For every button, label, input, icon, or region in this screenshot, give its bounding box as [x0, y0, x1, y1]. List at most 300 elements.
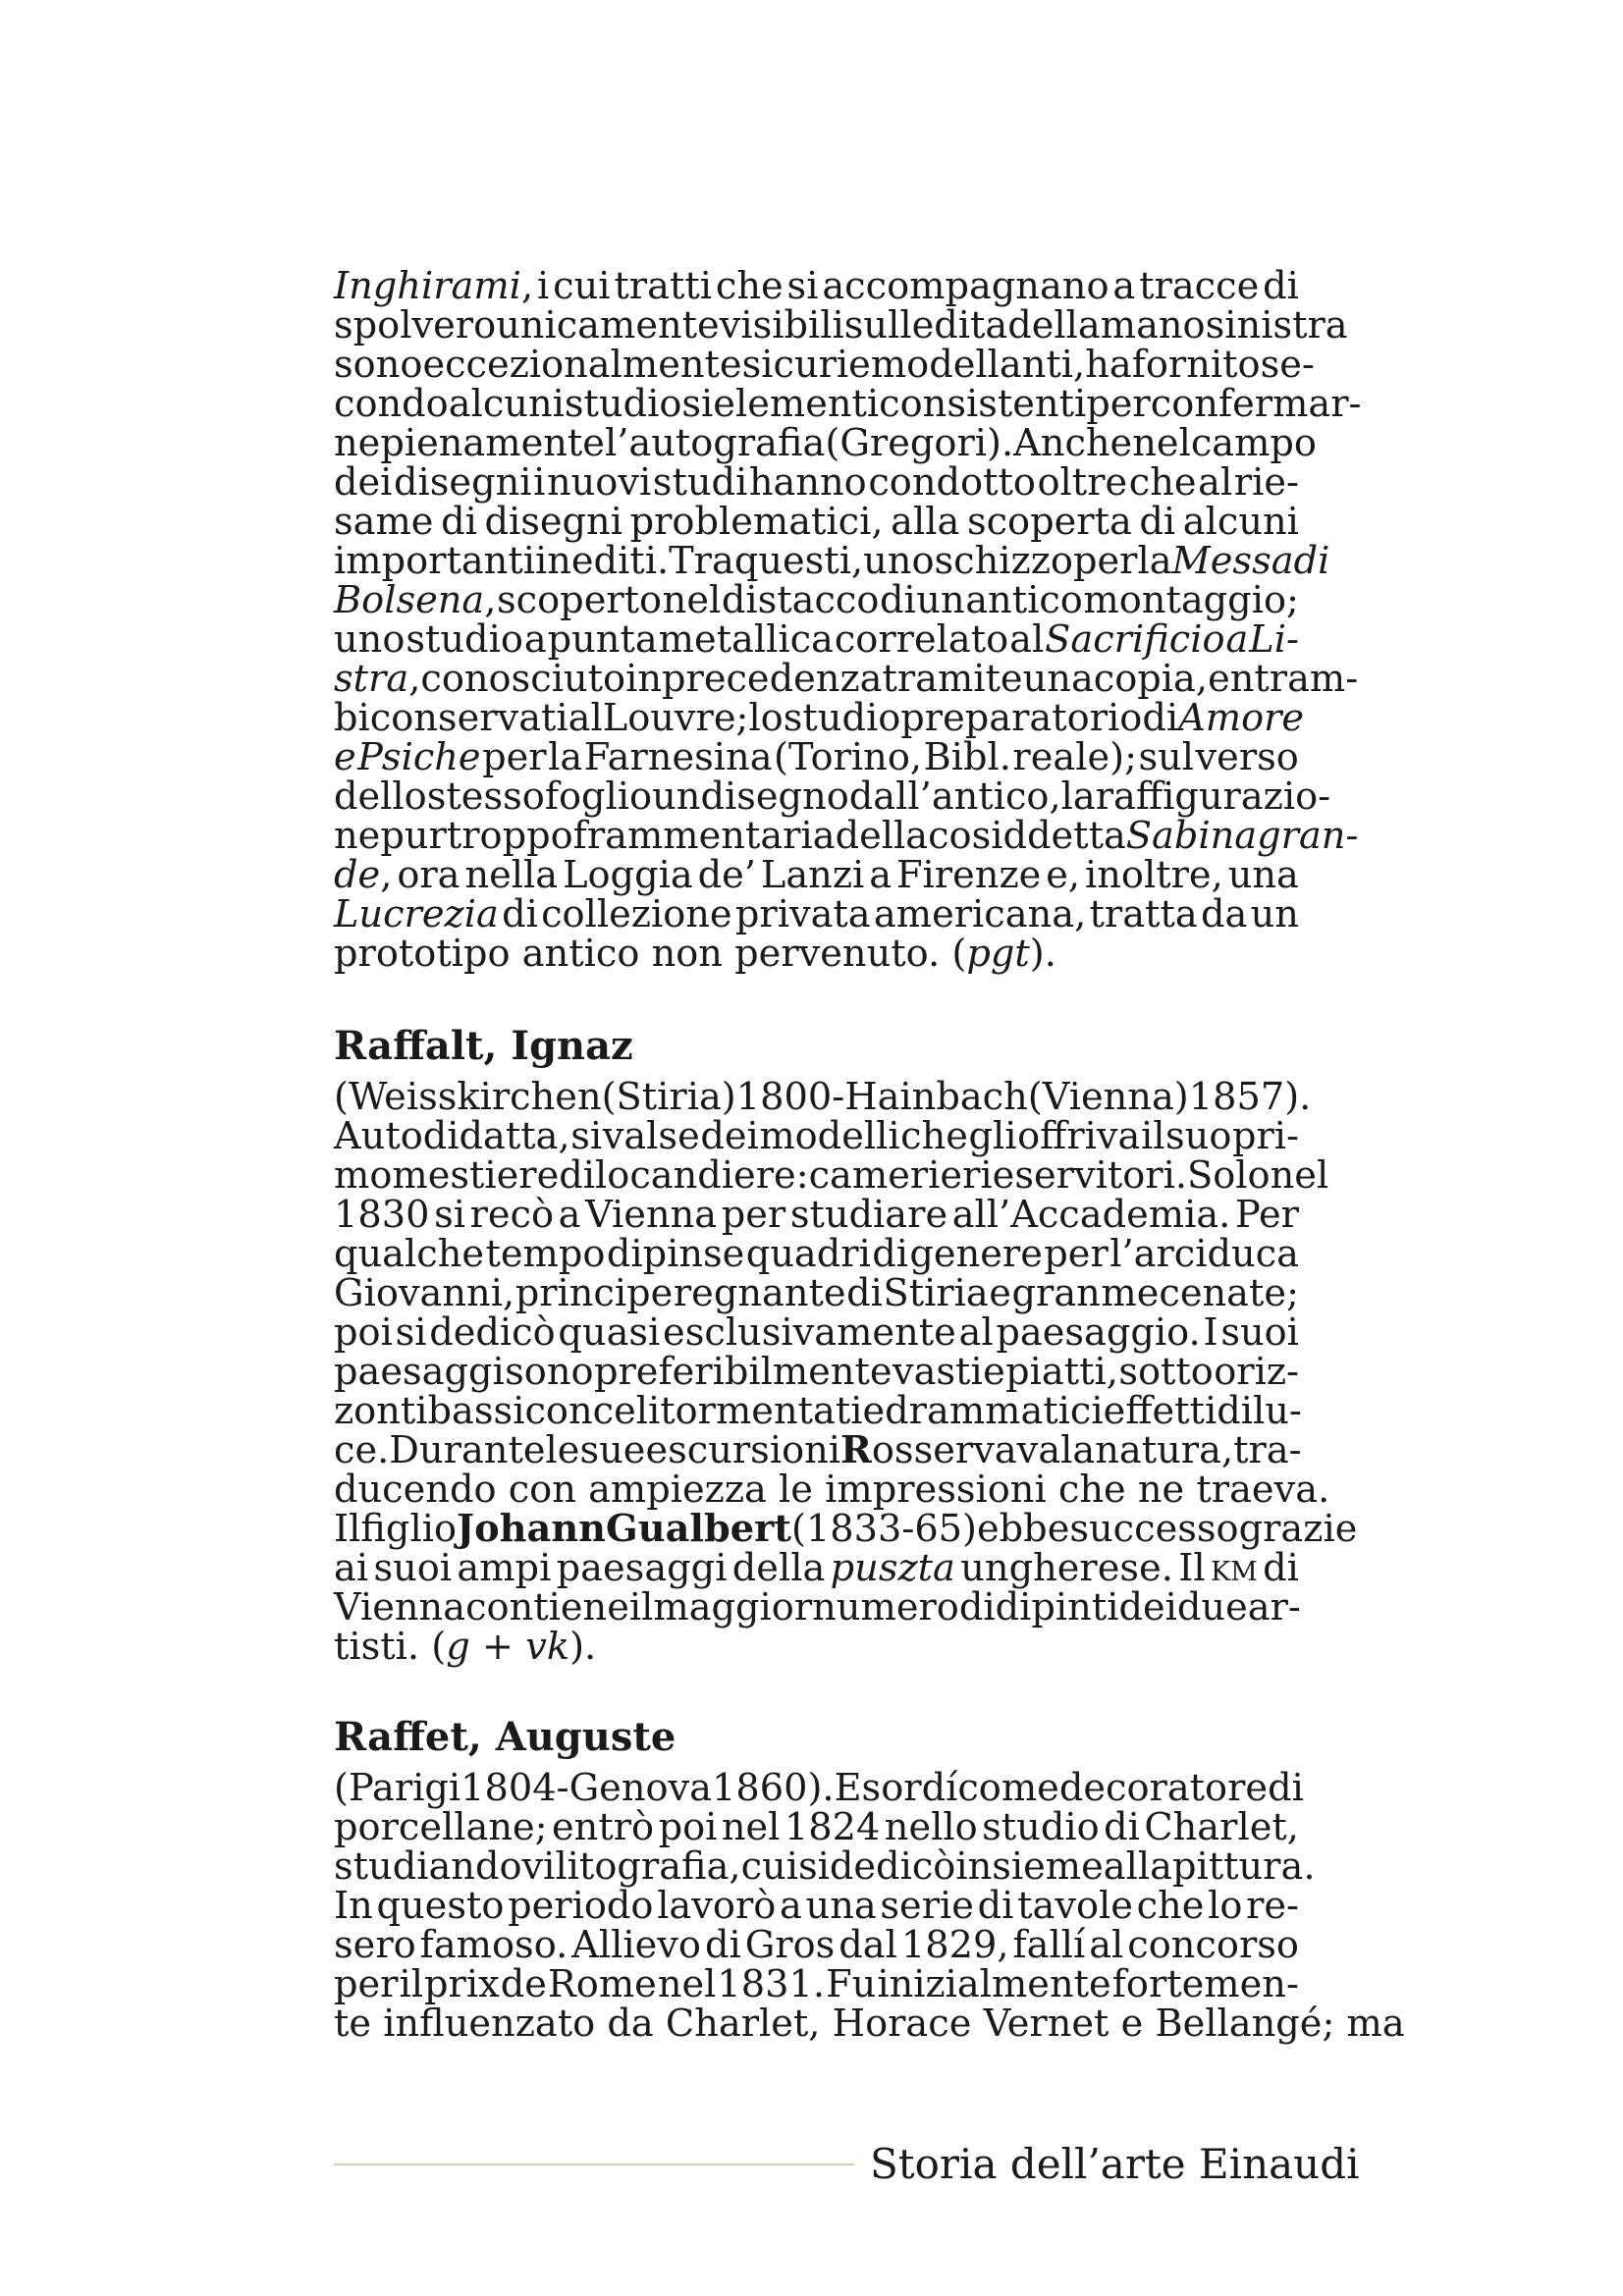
text: mecenate;	[1101, 1271, 1299, 1315]
word	[525, 1625, 597, 1669]
text: poi	[658, 1805, 718, 1849]
italic-text: g	[446, 1625, 470, 1669]
word	[547, 617, 658, 662]
text: sinistra	[1205, 303, 1348, 347]
text: di	[1217, 1389, 1253, 1433]
word	[869, 853, 893, 897]
word	[657, 1884, 777, 1928]
word	[1195, 735, 1299, 779]
italic-text: stra	[334, 657, 409, 701]
word	[497, 578, 663, 622]
text: famoso.	[419, 1923, 568, 1967]
word	[1268, 1766, 1304, 1810]
word	[958, 1585, 996, 1629]
text: e	[992, 1153, 1015, 1198]
italic-text: e	[334, 735, 356, 779]
text: Autodidatta,	[334, 1114, 570, 1158]
word	[700, 1114, 759, 1158]
word	[1227, 853, 1299, 897]
word	[923, 735, 1011, 779]
word	[376, 1884, 505, 1928]
word	[645, 1428, 841, 1472]
word	[797, 1844, 830, 1889]
word	[871, 1428, 1061, 1472]
word	[712, 1766, 835, 1810]
word	[571, 1923, 701, 1967]
word	[1198, 460, 1233, 505]
text: tratti	[614, 264, 712, 308]
text: bi	[334, 696, 370, 740]
word	[983, 1350, 1005, 1394]
word	[558, 1193, 581, 1237]
word	[652, 774, 701, 819]
text: -	[832, 1075, 845, 1119]
text: e	[989, 1271, 1011, 1315]
text: Per	[1234, 1193, 1299, 1237]
italic-text: +	[481, 1625, 514, 1669]
text: alla	[891, 500, 960, 544]
text: fornito	[1131, 343, 1261, 387]
word	[625, 657, 662, 701]
text: della	[835, 814, 929, 858]
text-line	[334, 1962, 1299, 2006]
text-line	[334, 1350, 1299, 1394]
word	[334, 657, 421, 701]
text: regnante	[673, 1271, 846, 1315]
text: alla	[1103, 1844, 1172, 1889]
word	[848, 774, 1061, 819]
word	[541, 892, 732, 936]
text: preferibilmente	[593, 1350, 893, 1394]
italic-text: Sacrificio	[1045, 617, 1225, 662]
word	[741, 343, 849, 387]
word	[1182, 500, 1299, 544]
text: cui	[740, 1844, 798, 1889]
text: raffigurazio-	[1095, 774, 1331, 819]
word	[334, 421, 381, 465]
entry-body-raffet	[334, 1766, 1405, 2046]
word	[1263, 264, 1299, 308]
text: In	[334, 1884, 373, 1928]
word	[786, 264, 819, 308]
word	[1238, 1507, 1358, 1551]
word	[614, 264, 712, 308]
text: figlio	[360, 1507, 458, 1551]
word	[460, 1766, 557, 1810]
text: qualche	[334, 1232, 485, 1276]
text: con	[524, 1389, 593, 1433]
word	[1150, 382, 1362, 426]
text: (Torino,	[774, 735, 923, 779]
word	[662, 578, 722, 622]
word	[427, 1389, 525, 1433]
word	[1085, 853, 1223, 897]
text: Il	[1178, 1546, 1206, 1590]
word	[392, 1153, 560, 1198]
word	[496, 303, 720, 347]
text: zonti	[334, 1389, 428, 1433]
word	[481, 1625, 525, 1669]
text: te	[334, 2002, 372, 2046]
text: di	[1268, 1766, 1304, 1810]
word	[719, 303, 844, 347]
word	[464, 853, 559, 897]
text: mestiere	[392, 1153, 560, 1198]
word	[448, 382, 565, 426]
word	[334, 696, 370, 740]
word	[558, 1310, 661, 1355]
word	[602, 696, 749, 740]
text: dipinti	[995, 1585, 1119, 1629]
text: I	[1203, 1310, 1218, 1355]
text: poi	[334, 1310, 393, 1355]
word	[829, 1844, 956, 1889]
text-line	[334, 382, 1362, 426]
word	[780, 1884, 802, 1928]
word	[700, 774, 849, 819]
word	[1101, 1271, 1299, 1315]
word	[1104, 1805, 1140, 1849]
word	[977, 1507, 1070, 1551]
text: una	[1022, 657, 1094, 701]
word	[533, 460, 546, 505]
word	[1233, 460, 1299, 505]
word	[523, 617, 547, 662]
word	[1250, 892, 1299, 936]
text: Fu	[826, 1962, 877, 2006]
word	[832, 1075, 845, 1119]
text: privata	[734, 892, 871, 936]
text: sicuri	[741, 343, 849, 387]
text: ar-	[1247, 1585, 1301, 1629]
text: punta	[547, 617, 658, 662]
italic-text: Li-	[1249, 617, 1299, 662]
text: di	[1139, 500, 1176, 544]
word	[1246, 1884, 1299, 1928]
word	[629, 500, 884, 544]
word	[592, 1389, 661, 1433]
word	[1208, 657, 1359, 701]
text: quadri	[745, 1232, 871, 1276]
text: di	[846, 1271, 883, 1315]
word	[1234, 1193, 1299, 1237]
text: osservava	[871, 1428, 1061, 1472]
text: 1800	[735, 1075, 833, 1119]
text: Bibl.	[923, 735, 1011, 779]
text: conosciuto	[420, 657, 626, 701]
word	[1200, 892, 1248, 936]
text: numero	[812, 1585, 959, 1629]
word	[1118, 1585, 1177, 1629]
text: rie-	[1233, 460, 1299, 505]
text: uno	[334, 617, 406, 662]
text: ce.	[334, 1428, 390, 1472]
word	[334, 1546, 369, 1590]
text: modelli	[759, 1114, 900, 1158]
word	[1138, 735, 1195, 779]
word	[406, 617, 523, 662]
text: all’Accademia.	[951, 1193, 1231, 1237]
word	[721, 1805, 781, 1849]
text: stesso	[426, 774, 545, 819]
text-line	[334, 264, 1299, 308]
text: tormentati	[660, 1389, 863, 1433]
word	[1252, 1389, 1302, 1433]
text: il	[1140, 1114, 1165, 1158]
text: tratta	[1089, 892, 1198, 936]
word	[1093, 657, 1209, 701]
word	[334, 343, 423, 387]
word	[984, 2004, 1121, 2044]
word	[784, 1805, 881, 1849]
text: 1857).	[1188, 1075, 1312, 1119]
word	[537, 264, 550, 308]
text: scoperta	[966, 500, 1132, 544]
text: Farnesina	[583, 735, 773, 779]
text: dedicò	[829, 1844, 956, 1889]
text: spolvero	[334, 303, 497, 347]
text: hanno	[748, 460, 867, 505]
word	[1205, 303, 1348, 347]
text-line	[334, 578, 1299, 622]
text: di	[1142, 696, 1179, 740]
italic-text: Sabina	[1125, 814, 1258, 858]
text: esclusivamente	[663, 1310, 956, 1355]
word	[734, 934, 951, 974]
word	[960, 1546, 1173, 1590]
text: di	[441, 500, 477, 544]
text: studio	[406, 617, 523, 662]
word	[957, 1766, 1059, 1810]
word	[982, 1805, 1100, 1849]
text: nel	[1270, 1153, 1329, 1198]
text: tavole	[1017, 1884, 1133, 1928]
text: elementi	[713, 382, 880, 426]
text: insieme	[955, 1844, 1104, 1889]
text: questo	[376, 1884, 505, 1928]
text: la	[1137, 539, 1172, 583]
text: a	[523, 617, 547, 662]
text: (Parigi	[334, 1766, 461, 1810]
word	[334, 1962, 399, 2006]
text-line	[334, 1232, 1299, 1276]
text: offriva	[1017, 1114, 1141, 1158]
text: Stiria	[883, 1271, 989, 1315]
word	[595, 1153, 809, 1198]
text: drammatici	[885, 1389, 1104, 1433]
text: 1804	[460, 1766, 557, 1810]
text: questi,	[733, 539, 864, 583]
word	[369, 696, 568, 740]
word	[805, 1884, 877, 1928]
word	[916, 578, 965, 622]
text: ).	[569, 1625, 597, 1669]
text: lavorò	[657, 1884, 777, 1928]
text-line	[334, 1805, 1299, 1849]
word	[568, 1766, 713, 1810]
text: mo	[334, 1153, 393, 1198]
text: visibili	[719, 303, 844, 347]
word	[334, 2004, 383, 2044]
text: fortemen-	[1111, 1962, 1299, 2006]
text: la	[1060, 1428, 1096, 1472]
text: reale);	[1012, 735, 1137, 779]
word	[482, 735, 547, 779]
text: di	[1263, 1546, 1299, 1590]
text-line	[334, 814, 1359, 858]
word	[604, 421, 826, 465]
text: camerieri	[808, 1153, 993, 1198]
text: di	[958, 1585, 996, 1629]
word	[334, 1389, 428, 1433]
text: antico	[965, 578, 1083, 622]
text: ha	[1085, 343, 1132, 387]
text: nel	[721, 1805, 781, 1849]
word	[759, 1114, 900, 1158]
text: tra-	[1233, 1428, 1302, 1472]
word	[546, 460, 652, 505]
word	[509, 1470, 588, 1510]
italic-text: Psiche	[357, 735, 481, 779]
word	[1045, 617, 1225, 662]
word	[1140, 1114, 1165, 1158]
text: ducendo	[334, 1468, 497, 1512]
text: traeva.	[1196, 1468, 1330, 1512]
word	[760, 853, 865, 897]
word	[606, 1507, 791, 1551]
word	[663, 1310, 956, 1355]
text: recò	[469, 1193, 555, 1237]
word	[1214, 1350, 1299, 1394]
word	[883, 1271, 989, 1315]
word	[420, 657, 626, 701]
word	[715, 264, 784, 308]
word	[879, 382, 1087, 426]
text: studiare	[789, 1193, 948, 1237]
text: natura,	[1095, 1428, 1234, 1472]
text: re-	[1246, 1884, 1299, 1928]
text: vasti	[892, 1350, 983, 1394]
word	[1247, 1585, 1301, 1629]
bold-text: R	[840, 1428, 872, 1472]
word	[965, 578, 1083, 622]
text-line	[334, 460, 1299, 505]
word	[334, 1075, 602, 1119]
text: eccezionalmente	[422, 343, 742, 387]
word	[900, 696, 1143, 740]
word	[380, 421, 605, 465]
word	[863, 539, 935, 583]
text: si	[395, 1310, 427, 1355]
word	[570, 1114, 603, 1158]
word	[588, 1470, 779, 1510]
word	[1060, 1428, 1096, 1472]
text: ebbe	[977, 1507, 1070, 1551]
word	[1095, 774, 1331, 819]
word	[357, 735, 481, 779]
text: di	[879, 578, 916, 622]
text: sue	[579, 1428, 646, 1472]
text-line	[334, 303, 1348, 347]
word	[606, 1232, 745, 1276]
word	[1138, 1470, 1197, 1510]
text: l’autografia	[604, 421, 826, 465]
text-line	[334, 617, 1299, 662]
text: quasi	[558, 1310, 661, 1355]
text: preparatorio	[900, 696, 1143, 740]
word	[1249, 617, 1299, 662]
text: a	[558, 1193, 581, 1237]
word	[968, 1114, 1017, 1158]
word	[424, 1962, 500, 2006]
word	[522, 934, 652, 974]
word	[1155, 2004, 1346, 2044]
word	[1017, 1114, 1141, 1158]
word	[885, 1389, 1104, 1433]
text: collezione	[541, 892, 732, 936]
text: e	[983, 1350, 1005, 1394]
word	[607, 2004, 666, 2044]
text: campo	[1190, 421, 1317, 465]
word	[652, 934, 735, 974]
word	[989, 1271, 1011, 1315]
italic-text: puszta	[830, 1546, 955, 1590]
word	[1085, 343, 1132, 387]
word	[658, 617, 834, 662]
text: Horace	[832, 2002, 972, 2046]
text-line	[334, 853, 1299, 897]
word	[733, 539, 864, 583]
text: 1824	[784, 1805, 881, 1849]
word	[1139, 500, 1176, 544]
word	[334, 1350, 505, 1394]
word	[334, 460, 393, 505]
text: cosiddetta	[928, 814, 1126, 858]
text: e	[862, 1389, 886, 1433]
word	[1112, 264, 1136, 308]
word	[524, 1389, 593, 1433]
text: di	[704, 1923, 741, 1967]
text: (Vienna)	[1027, 1075, 1189, 1119]
word	[545, 1428, 580, 1472]
word	[334, 1232, 485, 1276]
text: per	[482, 735, 547, 779]
text-line	[334, 1114, 1299, 1158]
word	[380, 814, 573, 858]
word	[1027, 1075, 1189, 1119]
word	[1013, 421, 1133, 465]
word	[877, 1962, 1111, 2006]
word	[1007, 303, 1101, 347]
word	[1127, 1923, 1299, 1967]
word	[955, 1844, 1104, 1889]
text-line	[334, 1310, 1299, 1355]
word	[840, 1428, 872, 1472]
text: fallí	[1012, 1923, 1086, 1967]
word	[383, 2004, 607, 2044]
text: dei	[334, 460, 393, 505]
text: cui	[553, 264, 611, 308]
word	[1089, 892, 1198, 936]
text: americana,	[873, 892, 1087, 936]
word	[419, 1923, 568, 1967]
word	[1011, 1271, 1101, 1315]
text: della	[1007, 303, 1101, 347]
text-line	[334, 735, 1299, 779]
text: ungherese.	[960, 1546, 1173, 1590]
word	[334, 735, 356, 779]
word	[1347, 2004, 1405, 2044]
